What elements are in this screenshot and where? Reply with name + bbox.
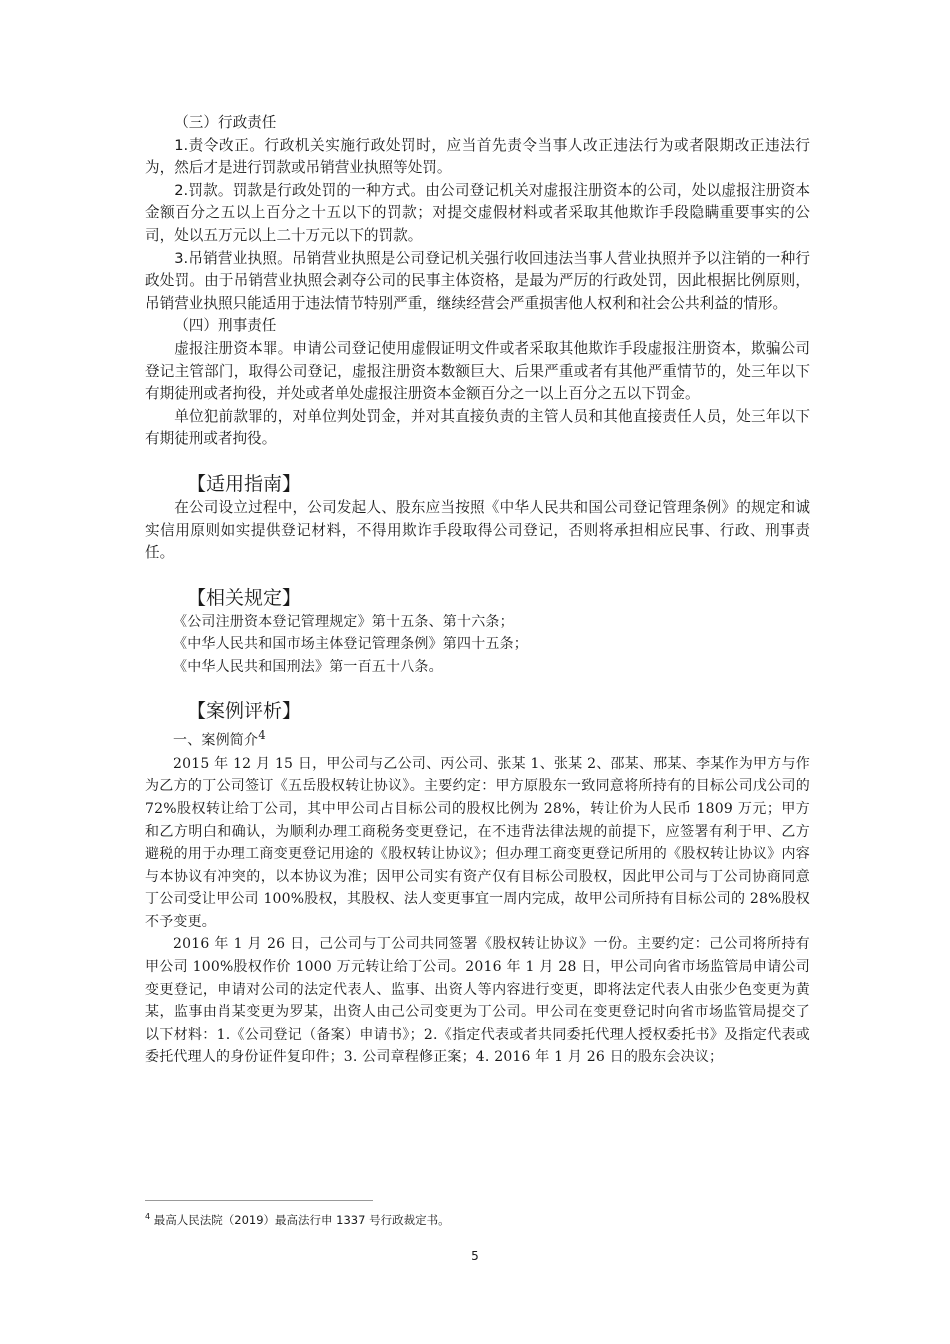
section-3-title: （三）行政责任 (174, 114, 277, 131)
case-heading: 【案例评析】 (187, 700, 302, 723)
document-body (145, 112, 810, 1069)
case-paragraph-2: 2016 年 1 月 26 日，己公司与丁公司共同签署《股权转让协议》一份。主要约定：己公司将所持有甲公司 100%股权作价 1000 万元转让给丁公司。2016 年 1 月 28 日，甲公司向省市场监管局申请公司变更登记，申请对公司的法定代表人、监事、出资人等内容进行变更，即将法定代表人由张少色变更为黄某，监事由肖某变更为罗某，出资人由己公司变更为丁公司。甲公司在变更登记时向省市场监管局提交了以下材料：1.《公司登记（备案）申请书》；2.《指定代表或者共同委托代理人授权委托书》及指定代表或委托代理人的身份证件复印件；3. 公司章程修正案；4. 2016 年 1 月 26 日的股东会决议； (145, 936, 810, 1066)
case-intro-title-text: 一、案例简介 (173, 733, 259, 750)
footnote-separator (145, 1200, 373, 1201)
rules-item-1: 《公司注册资本登记管理规定》第十五条、第十六条； (173, 613, 514, 630)
footnote-marker: 4 (145, 1212, 151, 1222)
footnote (145, 1212, 450, 1228)
case-intro-title (145, 724, 810, 752)
rules-item-3: 《中华人民共和国刑法》第一百五十八条。 (173, 658, 443, 675)
rules-item-2: 《中华人民共和国市场主体登记管理条例》第四十五条； (173, 636, 528, 653)
footnote-text: 最高人民法院（2019）最高法行申 1337 号行政裁定书。 (153, 1213, 450, 1227)
section-4-title: （四）刑事责任 (174, 317, 277, 335)
section-4-paragraph-1: 虚报注册资本罪。申请公司登记使用虚假证明文件或者采取其他欺诈手段虚报注册资本，欺骗公司登记主管部门，取得公司登记，虚报注册资本数额巨大、后果严重或者有其他严重情节的，处三年以下有期徒刑或者拘役，并处或者单处虚报注册资本金额百分之一以上百分之五以下罚金。 (145, 339, 810, 403)
guide-paragraph: 在公司设立过程中，公司发起人、股东应当按照《中华人民共和国公司登记管理条例》的规定和诚实信用原则如实提供登记材料，不得用欺诈手段取得公司登记，否则将承担相应民事、行政、刑事责任。 (145, 498, 810, 562)
page-number: 5 (471, 1249, 479, 1263)
guide-heading: 【适用指南】 (187, 472, 302, 495)
rules-heading: 【相关规定】 (187, 586, 302, 609)
section-4-paragraph-2: 单位犯前款罪的，对单位判处罚金，并对其直接负责的主管人员和其他直接责任人员，处三年以下有期徒刑或者拘役。 (145, 407, 810, 448)
footnote-reference[interactable]: 4 (258, 728, 266, 743)
section-3-paragraph-2: 2.罚款。罚款是行政处罚的一种方式。由公司登记机关对虚报注册资本的公司，处以虚报注册资本金额百分之五以上百分之十五以下的罚款；对提交虚假材料或者采取其他欺诈手段隐瞒重要事实的公司，处以五万元以上二十万元以下的罚款。 (145, 181, 810, 244)
section-3-paragraph-3: 3.吊销营业执照。吊销营业执照是公司登记机关强行收回违法当事人营业执照并予以注销的一种行政处罚。由于吊销营业执照会剥夺公司的民事主体资格，是最为严厉的行政处罚，因此根据比例原则，吊销营业执照只能适用于违法情节特别严重，继续经营会严重损害他人权利和社会公共利益的情形。 (145, 249, 810, 312)
case-paragraph-1: 2015 年 12 月 15 日，甲公司与乙公司、丙公司、张某 1、张某 2、邵某、邢某、李某作为甲方与作为乙方的丁公司签订《五岳股权转让协议》。主要约定：甲方原股东一致同意将所持有的目标公司戊公司的 72%股权转让给丁公司，其中甲公司占目标公司的股权比例为 28%，转让价为人民币 1809 万元；甲方和乙方明白和确认，为顺利办理工商税务变更登记，在不违背法律法规的前提下，应签署有利于甲、乙方避税的用于办理工商变更登记用途的《股权转让协议》；但办理工商变更登记所用的《股权转让协议》内容与本协议有冲突的，以本协议为准；因甲公司实有资产仅有目标公司股权，因此甲公司与丁公司协商同意丁公司受让甲公司 100%股权，其股权、法人变更事宜一周内完成，故甲公司所持有目标公司的 28%股权不予变更。 (145, 755, 810, 930)
section-3-paragraph-1: 1.责令改正。行政机关实施行政处罚时，应当首先责令当事人改正违法行为或者限期改正违法行为，然后才是进行罚款或吊销营业执照等处罚。 (145, 136, 810, 177)
